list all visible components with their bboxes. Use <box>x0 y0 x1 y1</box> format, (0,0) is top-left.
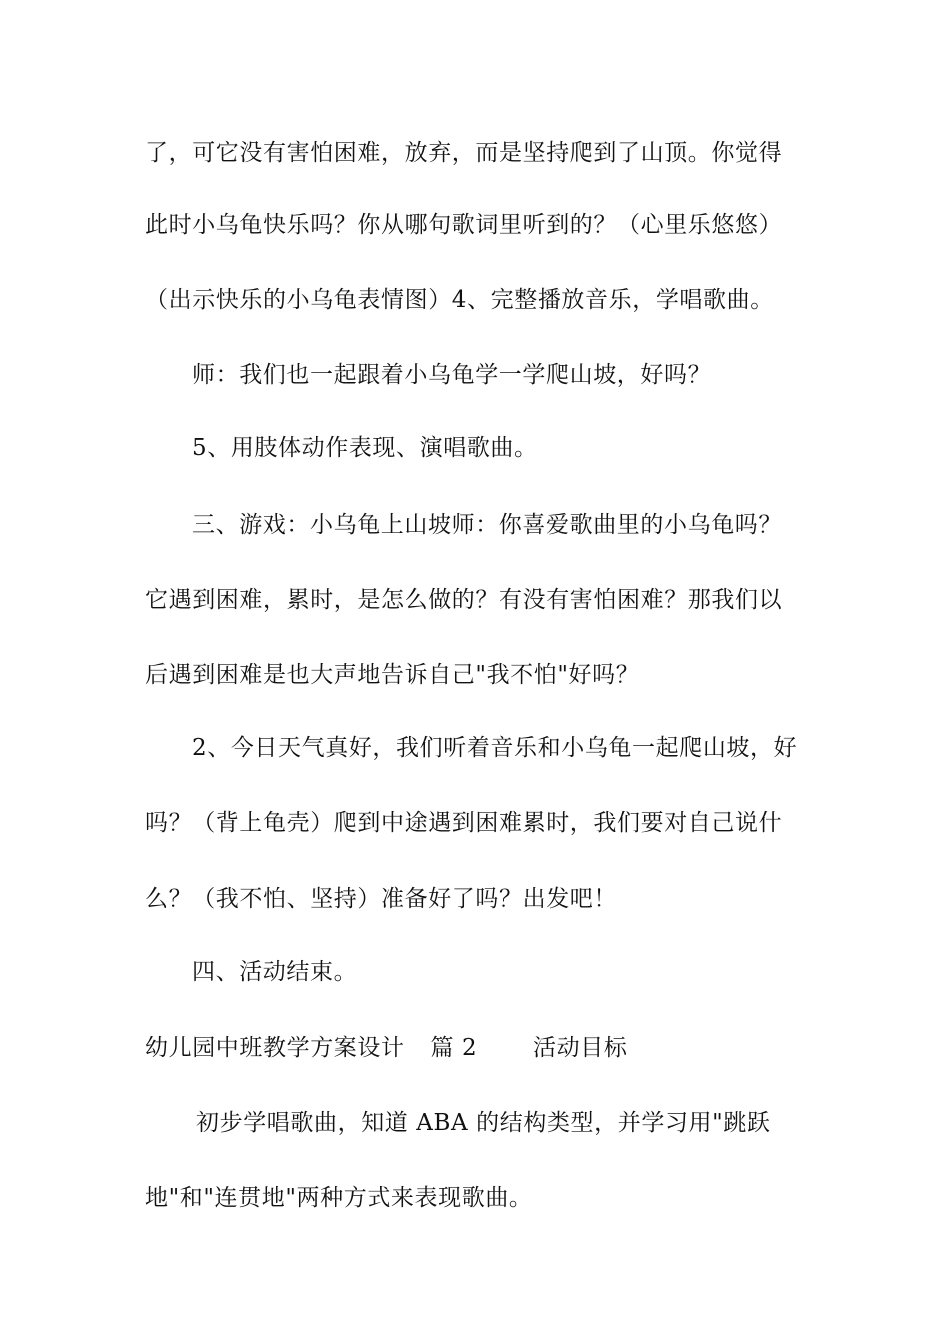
heading-part: 篇 2 <box>430 1035 478 1061</box>
paragraph-line-4: 师：我们也一起跟着小乌龟学一学爬山坡，好吗？ <box>192 362 712 388</box>
paragraph-line-9: 2、今日天气真好，我们听着音乐和小乌龟一起爬山坡，好 <box>192 735 798 761</box>
paragraph-line-1: 了，可它没有害怕困难，放弃，而是坚持爬到了山顶。你觉得 <box>145 140 783 166</box>
section-heading <box>145 1033 815 1063</box>
paragraph-line-5: 5、用肢体动作表现、演唱歌曲。 <box>192 435 538 461</box>
paragraph-line-8: 后遇到困难是也大声地告诉自己"我不怕"好吗？ <box>145 662 640 688</box>
paragraph-line-12: 四、活动结束。 <box>192 959 358 985</box>
paragraph-line-6: 三、游戏：小乌龟上山坡师：你喜爱歌曲里的小乌龟吗？ <box>192 512 782 538</box>
paragraph-line-11: 么？（我不怕、坚持）准备好了吗？出发吧！ <box>145 886 617 912</box>
heading-title: 幼儿园中班教学方案设计 <box>145 1035 405 1061</box>
paragraph-line-13: 初步学唱歌曲，知道 ABA 的结构类型，并学习用"跳跃 <box>196 1110 771 1136</box>
paragraph-line-2: 此时小乌龟快乐吗？你从哪句歌词里听到的？（心里乐悠悠） <box>145 212 783 238</box>
paragraph-line-14: 地"和"连贯地"两种方式来表现歌曲。 <box>145 1185 533 1211</box>
heading-section: 活动目标 <box>533 1035 628 1061</box>
paragraph-line-7: 它遇到困难，累时，是怎么做的？有没有害怕困难？那我们以 <box>145 587 783 613</box>
paragraph-line-3: （出示快乐的小乌龟表情图）4、完整播放音乐，学唱歌曲。 <box>145 287 774 313</box>
paragraph-line-10: 吗？（背上龟壳）爬到中途遇到困难累时，我们要对自己说什 <box>145 810 783 836</box>
